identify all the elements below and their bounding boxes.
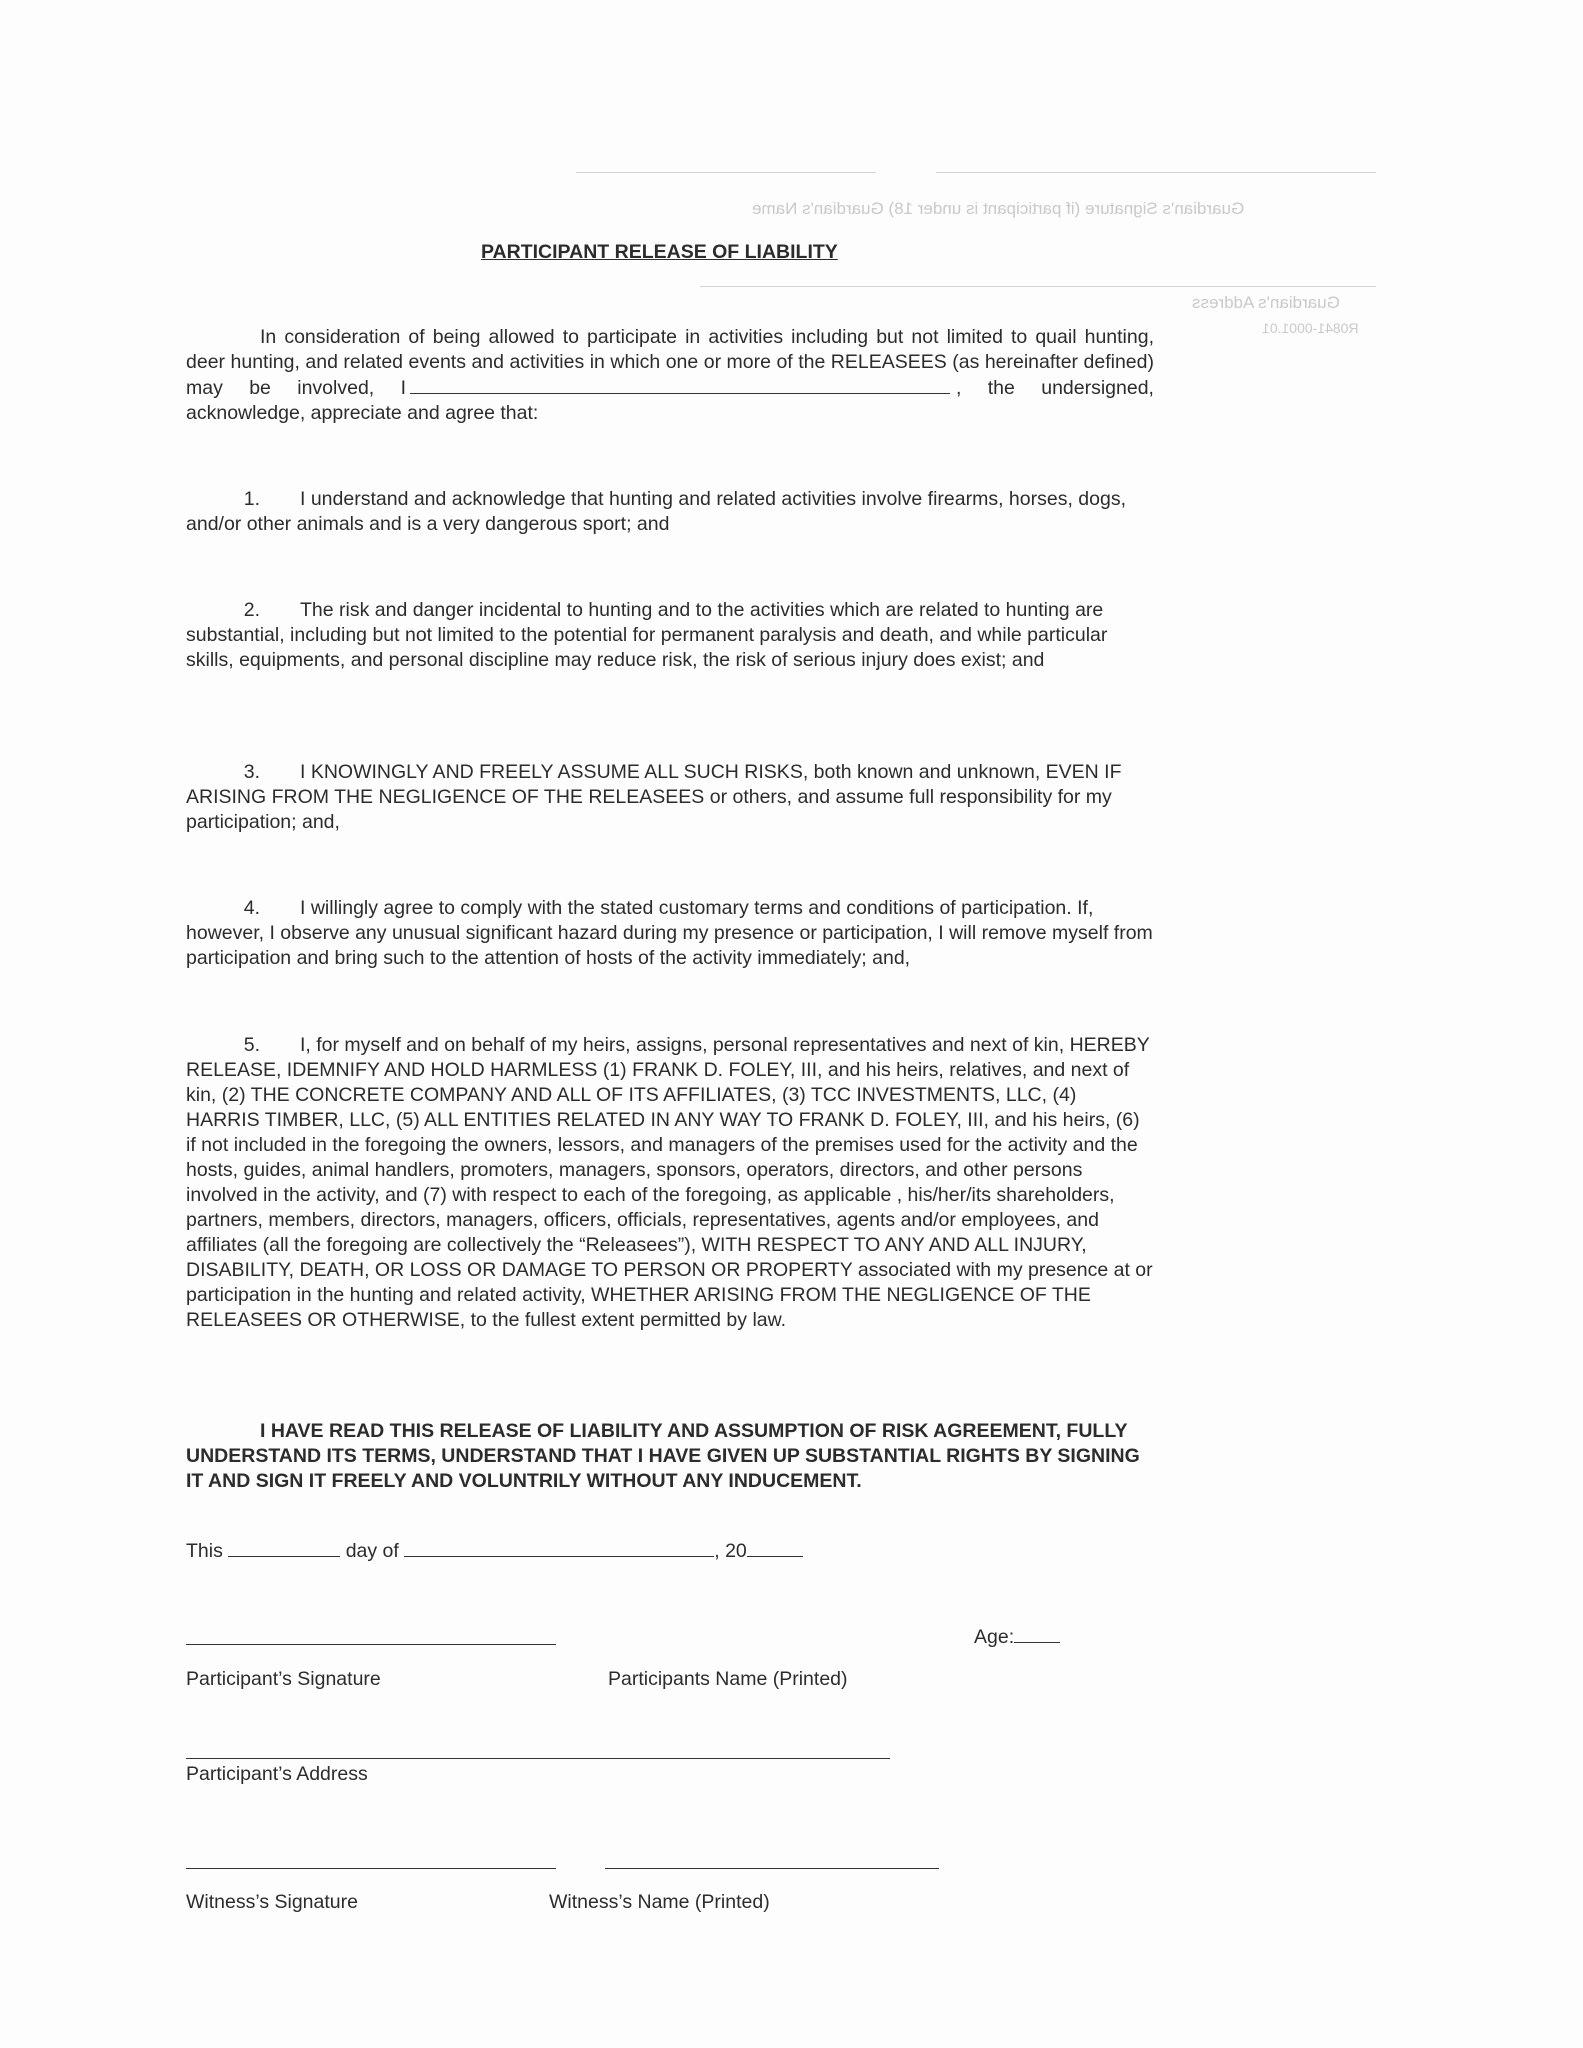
bleed-line-2 <box>936 172 1376 173</box>
day-blank[interactable] <box>228 1538 340 1557</box>
participant-name-label: Participants Name (Printed) <box>608 1668 848 1690</box>
clause-number: 5. <box>243 1034 260 1056</box>
document-title: PARTICIPANT RELEASE OF LIABILITY <box>481 241 838 263</box>
intro-paragraph <box>186 325 1154 426</box>
witness-name-label: Witness’s Name (Printed) <box>549 1891 770 1913</box>
bleed-text-1: Guardian's Signature (if participant is under 18) Guardian's Name <box>752 199 1245 218</box>
age-field <box>974 1624 1060 1650</box>
age-blank[interactable] <box>1014 1624 1060 1643</box>
clause-1 <box>186 487 1154 537</box>
intro-text-end: , the undersigned, acknowledge, appreciate and agree that: <box>186 377 1154 424</box>
witness-name-line[interactable] <box>605 1868 939 1869</box>
clause-number: 2. <box>243 599 260 621</box>
participant-signature-line[interactable] <box>186 1644 556 1645</box>
bleed-line-3 <box>700 286 1376 287</box>
clause-number: 1. <box>243 488 260 510</box>
participant-address-line[interactable] <box>186 1758 890 1759</box>
date-this-label: This <box>186 1540 223 1562</box>
participant-name-blank[interactable] <box>410 375 950 394</box>
witness-signature-label: Witness’s Signature <box>186 1891 358 1913</box>
date-line <box>186 1538 803 1564</box>
clause-text: I willingly agree to comply with the stated customary terms and conditions of participation. If, however, I observe any unusual significant hazard during my presence or participation, I will remove myself from participation and bring such to the attention of hosts of the activity immediately; and, <box>186 897 1153 969</box>
clause-5 <box>186 1033 1154 1333</box>
intro-text-start: In consideration of being allowed to participate in activities including but not limited to quail hunting, deer hunting, and related events and activities in which one or more of the RELEASEES (as hereinafter defined) may be involved, I <box>186 326 1154 399</box>
clause-3 <box>186 760 1154 835</box>
clause-2 <box>186 598 1154 673</box>
acknowledgement-text: I HAVE READ THIS RELEASE OF LIABILITY AND ASSUMPTION OF RISK AGREEMENT, FULLY UNDERSTAND ITS TERMS, UNDERSTAND THAT I HAVE GIVEN UP SUBSTANTIAL RIGHTS BY SIGNING IT AND SIGN IT FREELY AND VOLUNTRILY WITHOUT ANY INDUCEMENT. <box>186 1420 1140 1492</box>
participant-address-label: Participant’s Address <box>186 1763 368 1785</box>
clause-number: 3. <box>243 761 260 783</box>
age-label: Age: <box>974 1626 1015 1648</box>
bleed-line-1 <box>576 172 876 173</box>
witness-signature-line[interactable] <box>186 1868 556 1869</box>
date-year-prefix: , 20 <box>714 1540 747 1562</box>
clause-text: The risk and danger incidental to hunting and to the activities which are related to hunting are substantial, including but not limited to the potential for permanent paralysis and death, and while particular skills, equipments, and personal discipline may reduce risk, the risk of serious injury does exist; and <box>186 599 1108 671</box>
clause-text: I understand and acknowledge that hunting and related activities involve firearms, horses, dogs, and/or other animals and is a very dangerous sport; and <box>186 488 1126 535</box>
clause-4 <box>186 896 1154 971</box>
year-blank[interactable] <box>747 1538 803 1557</box>
month-blank[interactable] <box>404 1538 714 1557</box>
bleed-text-3: R0841-0001.01 <box>1262 320 1359 336</box>
clause-text: I, for myself and on behalf of my heirs, assigns, personal representatives and next of kin, HEREBY RELEASE, IDEMNIFY AND HOLD HARMLESS (1) FRANK D. FOLEY, III, and his heirs, relatives, and next of kin, (2) THE CONCRETE COMPANY AND ALL OF ITS AFFILIATES, (3) TCC INVESTMENTS, LLC, (4) HARRIS TIMBER, LLC, (5) ALL ENTITIES RELATED IN ANY WAY TO FRANK D. FOLEY, III, and his heirs, (6) if not included in the foregoing the owners, lessors, and managers of the premises used for the activity and the hosts, guides, animal handlers, promoters, managers, sponsors, operators, directors, and other persons involved in the activity, and (7) with respect to each of the foregoing, as applicable , his/her/its shareholders, partners, members, directors, managers, officers, officials, representatives, agents and/or employees, and affiliates (all the foregoing are collectively the “Releasees”), WITH RESPECT TO ANY AND ALL INJURY, DISABILITY, DEATH, OR LOSS OR DAMAGE TO PERSON OR PROPERTY associated with my presence at or participation in the hunting and related activity, WHETHER ARISING FROM THE NEGLIGENCE OF THE RELEASEES OR OTHERWISE, to the fullest extent permitted by law. <box>186 1034 1153 1331</box>
participant-signature-label: Participant’s Signature <box>186 1668 381 1690</box>
bleed-text-2: Guardian's Address <box>1192 293 1340 312</box>
clause-number: 4. <box>243 897 260 919</box>
date-day-of-label: day of <box>345 1540 399 1562</box>
acknowledgement <box>186 1419 1154 1494</box>
clause-text: I KNOWINGLY AND FREELY ASSUME ALL SUCH RISKS, both known and unknown, EVEN IF ARISING FROM THE NEGLIGENCE OF THE RELEASEES or others, and assume full responsibility for my participation; and, <box>186 761 1122 833</box>
